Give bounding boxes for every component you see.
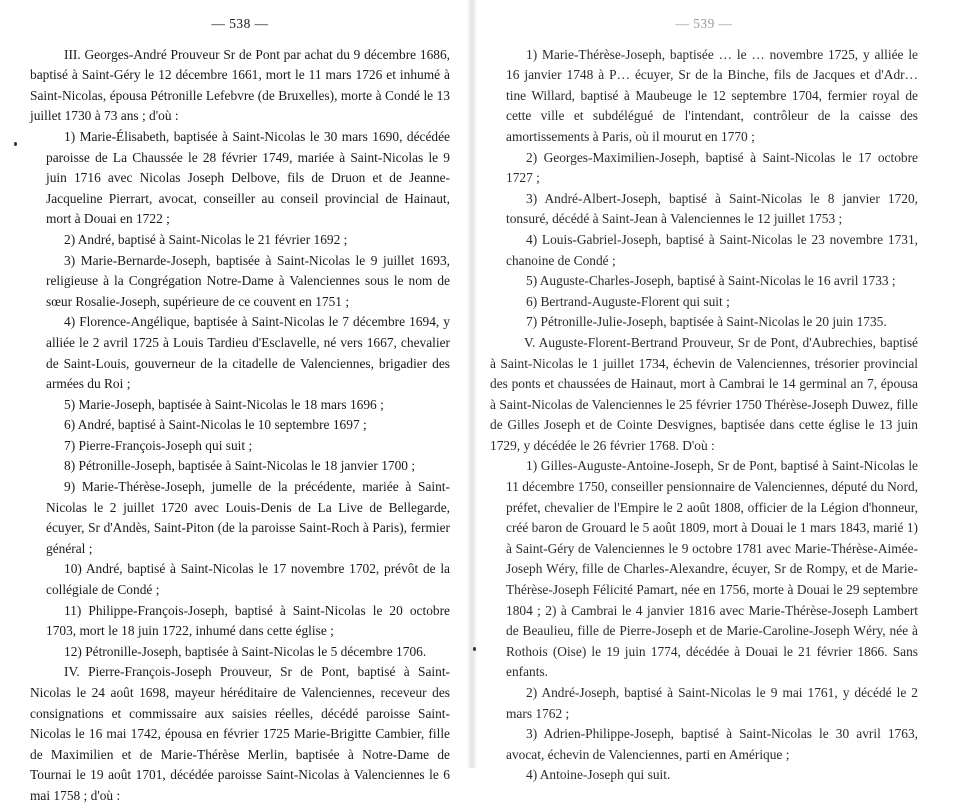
child-entry: 1) Marie-Thérèse-Joseph, baptisée … le … novembre 1725, y alliée le 16 janvier 1748 à P… écuyer, Sr de la Binche, fils de Jacques et d'Adr… tine Willard, baptisé à Maubeuge le 12 septembre 1704, fermier royal de cette ville et subdélégué de l'intendant, contrôleur de la caisse des amortissements à Paris, où il mourut en 1770 ;: [506, 46, 918, 144]
ink-speck: [14, 142, 17, 146]
child-entry: 4) Antoine-Joseph qui suit.: [526, 767, 671, 783]
child-entry: 6) Bertrand-Auguste-Florent qui suit ;: [526, 293, 730, 309]
child-entry: 4) Florence-Angélique, baptisée à Saint-Nicolas le 7 décembre 1694, y alliée le 2 avril 1725 à Louis Tardieu d'Esclavelle, né vers 1667, chevalier de Saint-Louis, gouverneur de la citadelle de Valenciennes, brigadier des armées du Roi ;: [46, 314, 450, 392]
ink-speck: [473, 647, 476, 651]
child-entry: 5) Marie-Joseph, baptisée à Saint-Nicolas le 18 mars 1696 ;: [64, 396, 384, 412]
genealogy-entry-iv: IV. Pierre-François-Joseph Prouveur, Sr de Pont, baptisé à Saint-Nicolas le 24 août 1698, mayeur héréditaire de Valenciennes, receveur des consignations et commissaire aux saisies réelles, décédé paroisse Saint-Nicolas le 16 mai 1742, épousa en février 1725 Marie-Brigitte Cambier, fille de Maximilien et de Marie-Thérèse Merlin, baptisée à Notre-Dame de Tournai le 19 août 1701, décédée paroisse Saint-Nicolas à Valenciennes le 6 mai 1758 ; d'où :: [30, 664, 450, 803]
genealogy-entry-v: V. Auguste-Florent-Bertrand Prouveur, Sr de Pont, d'Aubrechies, baptisé à Saint-Nicolas le 1 juillet 1734, échevin de Valenciennes, trésorier provincial des ponts et chaussées de Hainaut, mort à Cambrai le 14 germinal an 7, épousa à Saint-Nicolas de Valenciennes le 25 février 1750 Thérèse-Joseph Duwez, fille de Gilles Joseph et de Cointe Desvignes, baptisée dans cette église le 13 juin 1729, y décédée le 26 février 1768. D'où :: [490, 334, 918, 453]
child-entry: 2) Georges-Maximilien-Joseph, baptisé à Saint-Nicolas le 17 octobre 1727 ;: [506, 149, 918, 186]
child-entry: 2) André-Joseph, baptisé à Saint-Nicolas le 9 mai 1761, y décédé le 2 mars 1762 ;: [506, 685, 918, 721]
child-entry: 6) André, baptisé à Saint-Nicolas le 10 septembre 1697 ;: [64, 417, 367, 433]
child-entry: 1) Gilles-Auguste-Antoine-Joseph, Sr de Pont, baptisé à Saint-Nicolas le 11 décembre 1750, conseiller pensionnaire de Valenciennes, député du Nord, préfet, chevalier de l'Empire le 2 août 1808, officier de la Légion d'honneur, créé baron de Grouard le 5 août 1809, mort à Douai le 1 mars 1843, marié 1) à Saint-Géry de Valenciennes le 9 octobre 1781 avec Marie-Thérèse-Aimée-Joseph Wéry, fille de Charles-Alexandre, écuyer, Sr de Rompy, et de Marie-Thérèse-Joseph Félicité Pamart, née en 1756, morte à Douai le 29 septembre 1804 ; 2) à Cambrai le 4 janvier 1816 avec Marie-Thérèse-Joseph Lambert de Beaulieu, fille de Pierre-Joseph et de Marie-Caroline-Joseph Wéry, née à Rothois (Oise) le 19 juin 1774, décédée à Douai le 21 février 1866. Sans enfants.: [506, 458, 918, 680]
right-page: [490, 14, 918, 783]
child-entry: 8) Pétronille-Joseph, baptisée à Saint-Nicolas le 18 janvier 1700 ;: [64, 458, 416, 474]
left-page: [30, 14, 450, 803]
child-entry: 7) Pierre-François-Joseph qui suit ;: [64, 437, 253, 453]
child-entry: 5) Auguste-Charles-Joseph, baptisé à Saint-Nicolas le 16 avril 1733 ;: [526, 273, 896, 289]
child-entry: 10) André, baptisé à Saint-Nicolas le 17 novembre 1702, prévôt de la collégiale de Condé ;: [46, 561, 450, 598]
child-entry: 3) André-Albert-Joseph, baptisé à Saint-Nicolas le 8 janvier 1720, tonsuré, décédé à Saint-Jean à Valenciennes le 12 juillet 1753 ;: [506, 190, 918, 227]
left-page-body: [30, 45, 450, 807]
right-page-body: [490, 45, 918, 786]
right-page-number: — 539 —: [675, 16, 733, 31]
child-entry: 7) Pétronille-Julie-Joseph, baptisée à Saint-Nicolas le 20 juin 1735.: [526, 314, 887, 330]
child-entry: 9) Marie-Thérèse-Joseph, jumelle de la précédente, mariée à Saint-Nicolas le 2 juillet 1720 avec Louis-Denis de La Live de Bellegarde, écuyer, Sr d'Andès, Saint-Piton (de la paroisse Saint-Roch à Paris), fermier général ;: [46, 479, 450, 556]
child-entry: 3) Adrien-Philippe-Joseph, baptisé à Saint-Nicolas le 30 avril 1763, avocat, échevin de Valenciennes, parti en Amérique ;: [506, 726, 918, 762]
child-entry: 1) Marie-Élisabeth, baptisée à Saint-Nicolas le 30 mars 1690, décédée paroisse de La Chaussée le 28 février 1749, mariée à Saint-Nicolas le 9 juin 1716 avec Nicolas Joseph Delbove, fils de Druon et de Jeanne-Jacqueline Pierrart, avocat, conseiller au conseil provincial de Hainaut, mort à Douai en 1722 ;: [46, 128, 450, 227]
child-entry: 3) Marie-Bernarde-Joseph, baptisée à Saint-Nicolas le 9 juillet 1693, religieuse à la Congrégation Notre-Dame à Valenciennes sous le nom de sœur Rosalie-Joseph, supérieure de ce couvent en 1751 ;: [46, 252, 450, 309]
child-entry: 4) Louis-Gabriel-Joseph, baptisé à Saint-Nicolas le 23 novembre 1731, chanoine de Condé ;: [506, 231, 918, 268]
child-entry: 12) Pétronille-Joseph, baptisée à Saint-Nicolas le 5 décembre 1706.: [64, 643, 427, 659]
child-entry: 2) André, baptisé à Saint-Nicolas le 21 février 1692 ;: [64, 231, 348, 247]
genealogy-entry-iii: III. Georges-André Prouveur Sr de Pont par achat du 9 décembre 1686, baptisé à Saint-Géry le 12 décembre 1661, mort le 11 mars 1726 et inhumé à Saint-Nicolas, épousa Pétronille Lefebvre (de Bruxelles), morte à Condé le 13 juillet 1730 à 73 ans ; d'où :: [30, 46, 450, 124]
child-entry: 11) Philippe-François-Joseph, baptisé à Saint-Nicolas le 20 octobre 1703, mort le 18 juin 1722, inhumé dans cette église ;: [46, 602, 450, 639]
book-gutter: [466, 0, 478, 768]
left-page-number: — 538 —: [211, 16, 269, 31]
